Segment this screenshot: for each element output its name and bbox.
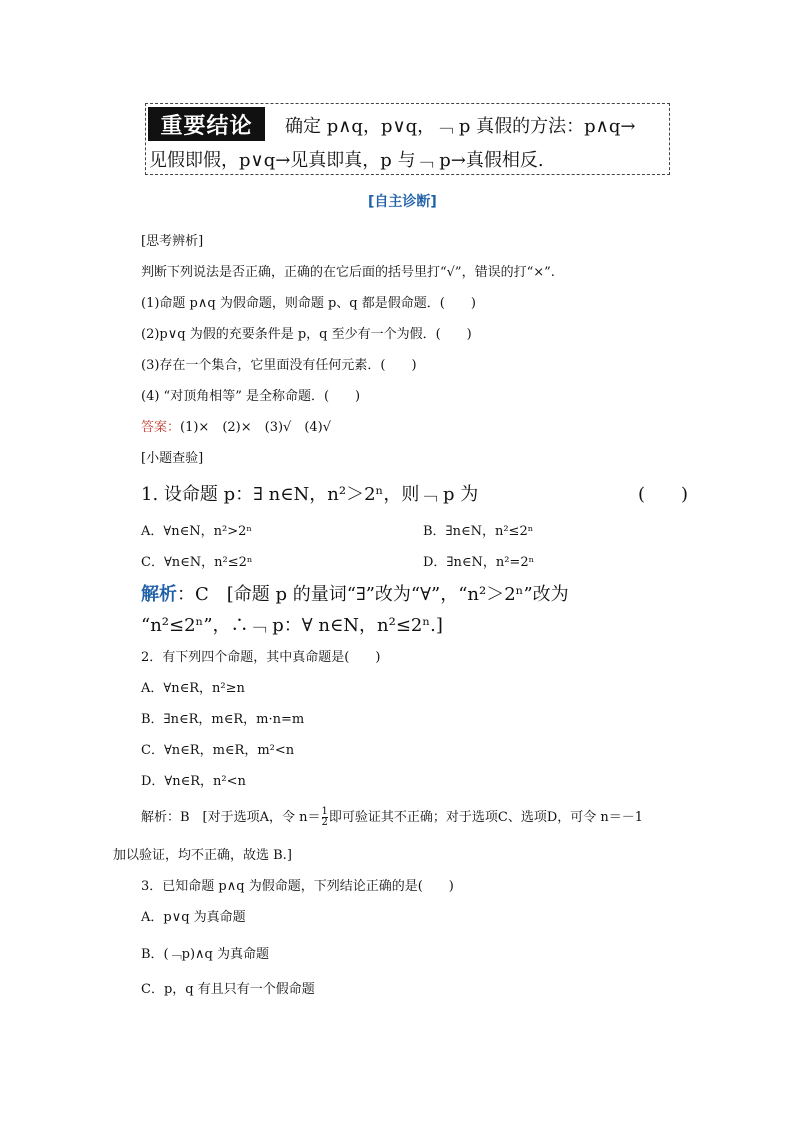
thinking-item-4: (4) “对顶角相等” 是全称命题．( ) [141, 389, 361, 404]
q3-option-a: A．p∨q 为真命题 [141, 910, 246, 925]
q2-option-a: A．∀n∈R，n²≥n [141, 681, 245, 696]
q1-option-c: C．∀n∈N，n²≤2ⁿ [141, 555, 253, 570]
thinking-item-1: (1)命题 p∧q 为假命题，则命题 p、q 都是假命题．( ) [141, 296, 476, 311]
q2-stem: 2．有下列四个命题，其中真命题是( ) [141, 650, 381, 665]
answer-line [141, 416, 331, 435]
q1-jiexi-line2: “n²≤2ⁿ”，∴﹁ p：∀ n∈N，n²≤2ⁿ.] [141, 615, 443, 636]
q3-stem: 3．已知命题 p∧q 为假命题，下列结论正确的是( ) [141, 879, 454, 894]
fraction-denominator: 2 [321, 817, 328, 828]
q2-option-c: C．∀n∈R，m∈R，m²<n [141, 743, 295, 758]
q1-jiexi-text: ：C [命题 p 的量词“∃”改为“∀”，“n²＞2ⁿ”改为 [177, 584, 569, 605]
quiz-header: [小题查验] [141, 451, 204, 466]
q2-jiexi-line1 [141, 806, 643, 828]
fraction-numerator: 1 [321, 806, 328, 817]
q2-jiexi-part2: 即可验证其不正确；对于选项C、选项D，可令 n＝－1 [328, 810, 644, 825]
q2-jiexi-part1: 解析：B [对于选项A，令 n＝ [141, 810, 321, 825]
thinking-header: [思考辨析] [141, 234, 204, 249]
thinking-item-3: (3)存在一个集合，它里面没有任何元素．( ) [141, 358, 417, 373]
fraction [322, 807, 328, 828]
conclusion-tag: 重要结论 [148, 107, 265, 141]
q1-option-a: A．∀n∈N，n²>2ⁿ [141, 524, 252, 539]
q1-jiexi-line1 [141, 580, 569, 606]
answer-text: (1)× (2)× (3)√ (4)√ [180, 420, 332, 435]
thinking-item-2: (2)p∨q 为假的充要条件是 p，q 至少有一个为假．( ) [141, 327, 472, 342]
q1-paren: ( ) [638, 484, 689, 505]
conclusion-line2: 见假即假，p∨q→见真即真，p 与﹁ p→真假相反. [149, 150, 544, 171]
q2-jiexi-line2: 加以验证，均不正确，故选 B.] [113, 848, 292, 863]
q1-option-b: B．∃n∈N，n²≤2ⁿ [423, 524, 534, 539]
section-title: [自主诊断] [368, 194, 437, 210]
conclusion-line1: 确定 p∧q，p∨q，﹁ p 真假的方法：p∧q→ [285, 116, 636, 137]
q2-option-d: D．∀n∈R，n²<n [141, 774, 246, 789]
thinking-instruction: 判断下列说法是否正确，正确的在它后面的括号里打“√”，错误的打“×”. [141, 265, 555, 280]
q3-option-c: C．p，q 有且只有一个假命题 [141, 982, 315, 997]
q1-option-d: D．∃n∈N，n²=2ⁿ [423, 555, 535, 570]
q1-stem: 1. 设命题 p：∃ n∈N，n²＞2ⁿ，则﹁ p 为 [141, 484, 479, 505]
jiexi-label: 解析 [141, 584, 177, 605]
answer-label: 答案： [141, 420, 181, 435]
q2-option-b: B．∃n∈R，m∈R，m·n=m [141, 712, 305, 727]
q3-option-b: B．(﹁p)∧q 为真命题 [141, 947, 269, 962]
